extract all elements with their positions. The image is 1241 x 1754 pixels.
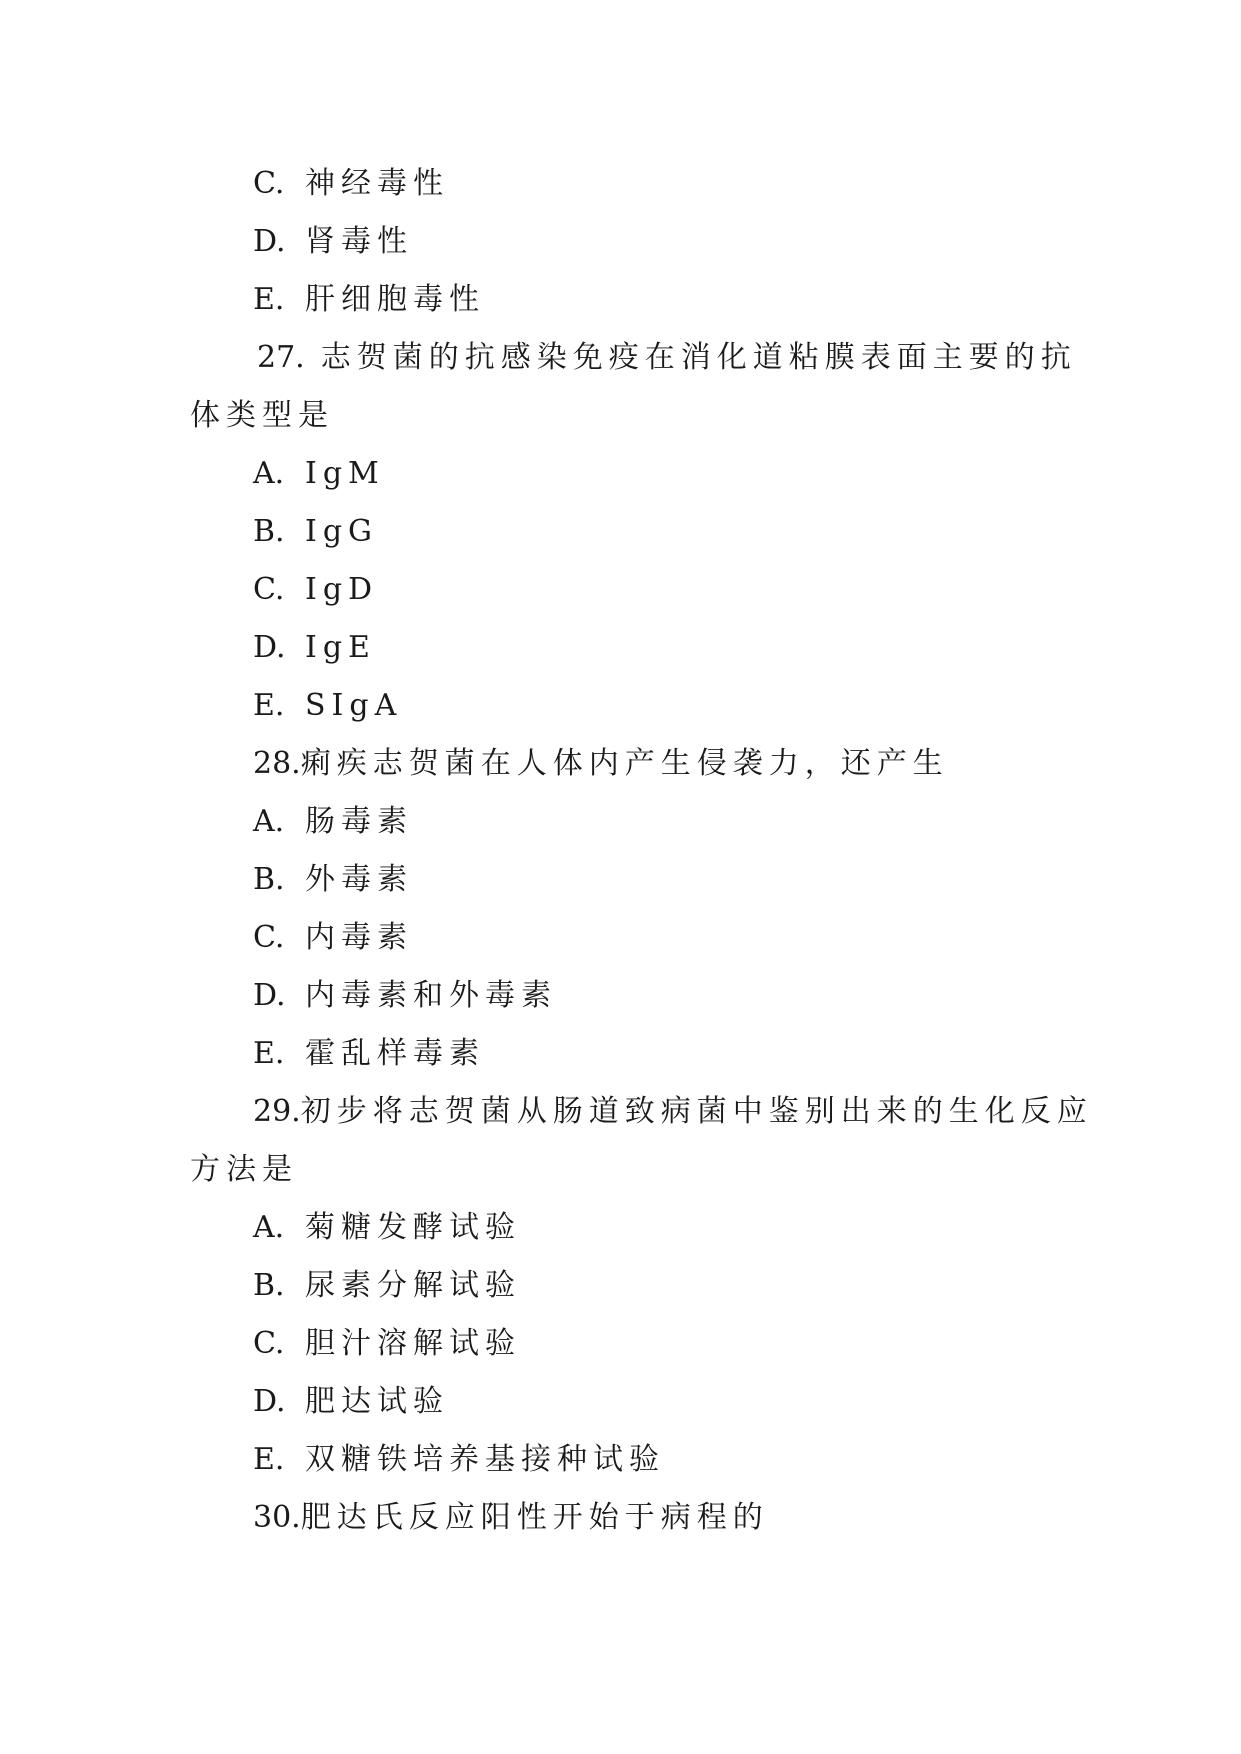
option-label: C. bbox=[253, 920, 285, 955]
option-e-q27 bbox=[253, 686, 402, 726]
question-number: 27. bbox=[257, 340, 305, 375]
option-text: 内毒素 bbox=[305, 920, 413, 955]
option-text: 菊糖发酵试验 bbox=[305, 1210, 521, 1245]
option-label: A. bbox=[253, 804, 285, 839]
question-text: 痢疾志贺菌在人体内产生侵袭力，还产生 bbox=[300, 746, 949, 781]
question-number: 29. bbox=[253, 1094, 301, 1129]
option-text: SIgA bbox=[305, 688, 403, 723]
option-b-q27 bbox=[253, 512, 378, 552]
option-label: E. bbox=[253, 282, 285, 317]
option-label: A. bbox=[253, 1210, 285, 1245]
option-text: IgM bbox=[305, 456, 385, 491]
question-text: 肥达氏反应阳性开始于病程的 bbox=[300, 1500, 769, 1535]
option-c-q28 bbox=[253, 918, 413, 958]
option-b-q28 bbox=[253, 860, 413, 900]
option-label: B. bbox=[253, 1268, 285, 1303]
option-text: IgD bbox=[305, 572, 379, 607]
question-number: 28. bbox=[253, 746, 301, 781]
option-d-q28 bbox=[253, 976, 557, 1016]
option-label: D. bbox=[253, 224, 286, 259]
option-d-q29 bbox=[253, 1382, 449, 1422]
option-text: 神经毒性 bbox=[305, 166, 449, 201]
option-text: 肾毒性 bbox=[305, 224, 413, 259]
question-29 bbox=[253, 1092, 1093, 1132]
option-text: 双糖铁培养基接种试验 bbox=[305, 1442, 665, 1477]
option-label: E. bbox=[253, 1036, 285, 1071]
option-label: B. bbox=[253, 514, 285, 549]
option-e-q28 bbox=[253, 1034, 485, 1074]
option-a-q29 bbox=[253, 1208, 521, 1248]
question-text-continued: 体类型是 bbox=[190, 398, 334, 433]
option-c-q29 bbox=[253, 1324, 521, 1364]
option-a-q28 bbox=[253, 802, 413, 842]
option-text: 霍乱样毒素 bbox=[305, 1036, 485, 1071]
option-label: D. bbox=[253, 1384, 286, 1419]
option-label: D. bbox=[253, 978, 286, 1013]
question-29-continuation bbox=[190, 1150, 298, 1190]
option-text: 内毒素和外毒素 bbox=[305, 978, 557, 1013]
question-number: 30. bbox=[253, 1500, 301, 1535]
option-b-q29 bbox=[253, 1266, 521, 1306]
option-label: A. bbox=[253, 456, 285, 491]
option-d-q26 bbox=[253, 222, 413, 262]
question-text: 志贺菌的抗感染免疫在消化道粘膜表面主要的抗 bbox=[320, 340, 1077, 375]
option-a-q27 bbox=[253, 454, 385, 494]
question-27 bbox=[257, 338, 1077, 378]
option-label: E. bbox=[253, 688, 285, 723]
question-27-continuation bbox=[190, 396, 334, 436]
option-e-q29 bbox=[253, 1440, 665, 1480]
option-label: E. bbox=[253, 1442, 285, 1477]
option-e-q26 bbox=[253, 280, 485, 320]
question-30 bbox=[253, 1498, 769, 1538]
option-label: C. bbox=[253, 166, 285, 201]
option-label: C. bbox=[253, 572, 285, 607]
option-label: D. bbox=[253, 630, 286, 665]
question-28 bbox=[253, 744, 949, 784]
option-text: 胆汁溶解试验 bbox=[305, 1326, 521, 1361]
question-text: 初步将志贺菌从肠道致病菌中鉴别出来的生化反应 bbox=[300, 1094, 1093, 1129]
option-c-q26 bbox=[253, 164, 449, 204]
option-text: 尿素分解试验 bbox=[305, 1268, 521, 1303]
option-text: IgE bbox=[305, 630, 376, 665]
option-text: 外毒素 bbox=[305, 862, 413, 897]
option-text: IgG bbox=[305, 514, 379, 549]
option-text: 肥达试验 bbox=[305, 1384, 449, 1419]
option-label: C. bbox=[253, 1326, 285, 1361]
option-label: B. bbox=[253, 862, 285, 897]
option-d-q27 bbox=[253, 628, 376, 668]
question-text-continued: 方法是 bbox=[190, 1152, 298, 1187]
option-c-q27 bbox=[253, 570, 378, 610]
option-text: 肝细胞毒性 bbox=[305, 282, 485, 317]
option-text: 肠毒素 bbox=[305, 804, 413, 839]
